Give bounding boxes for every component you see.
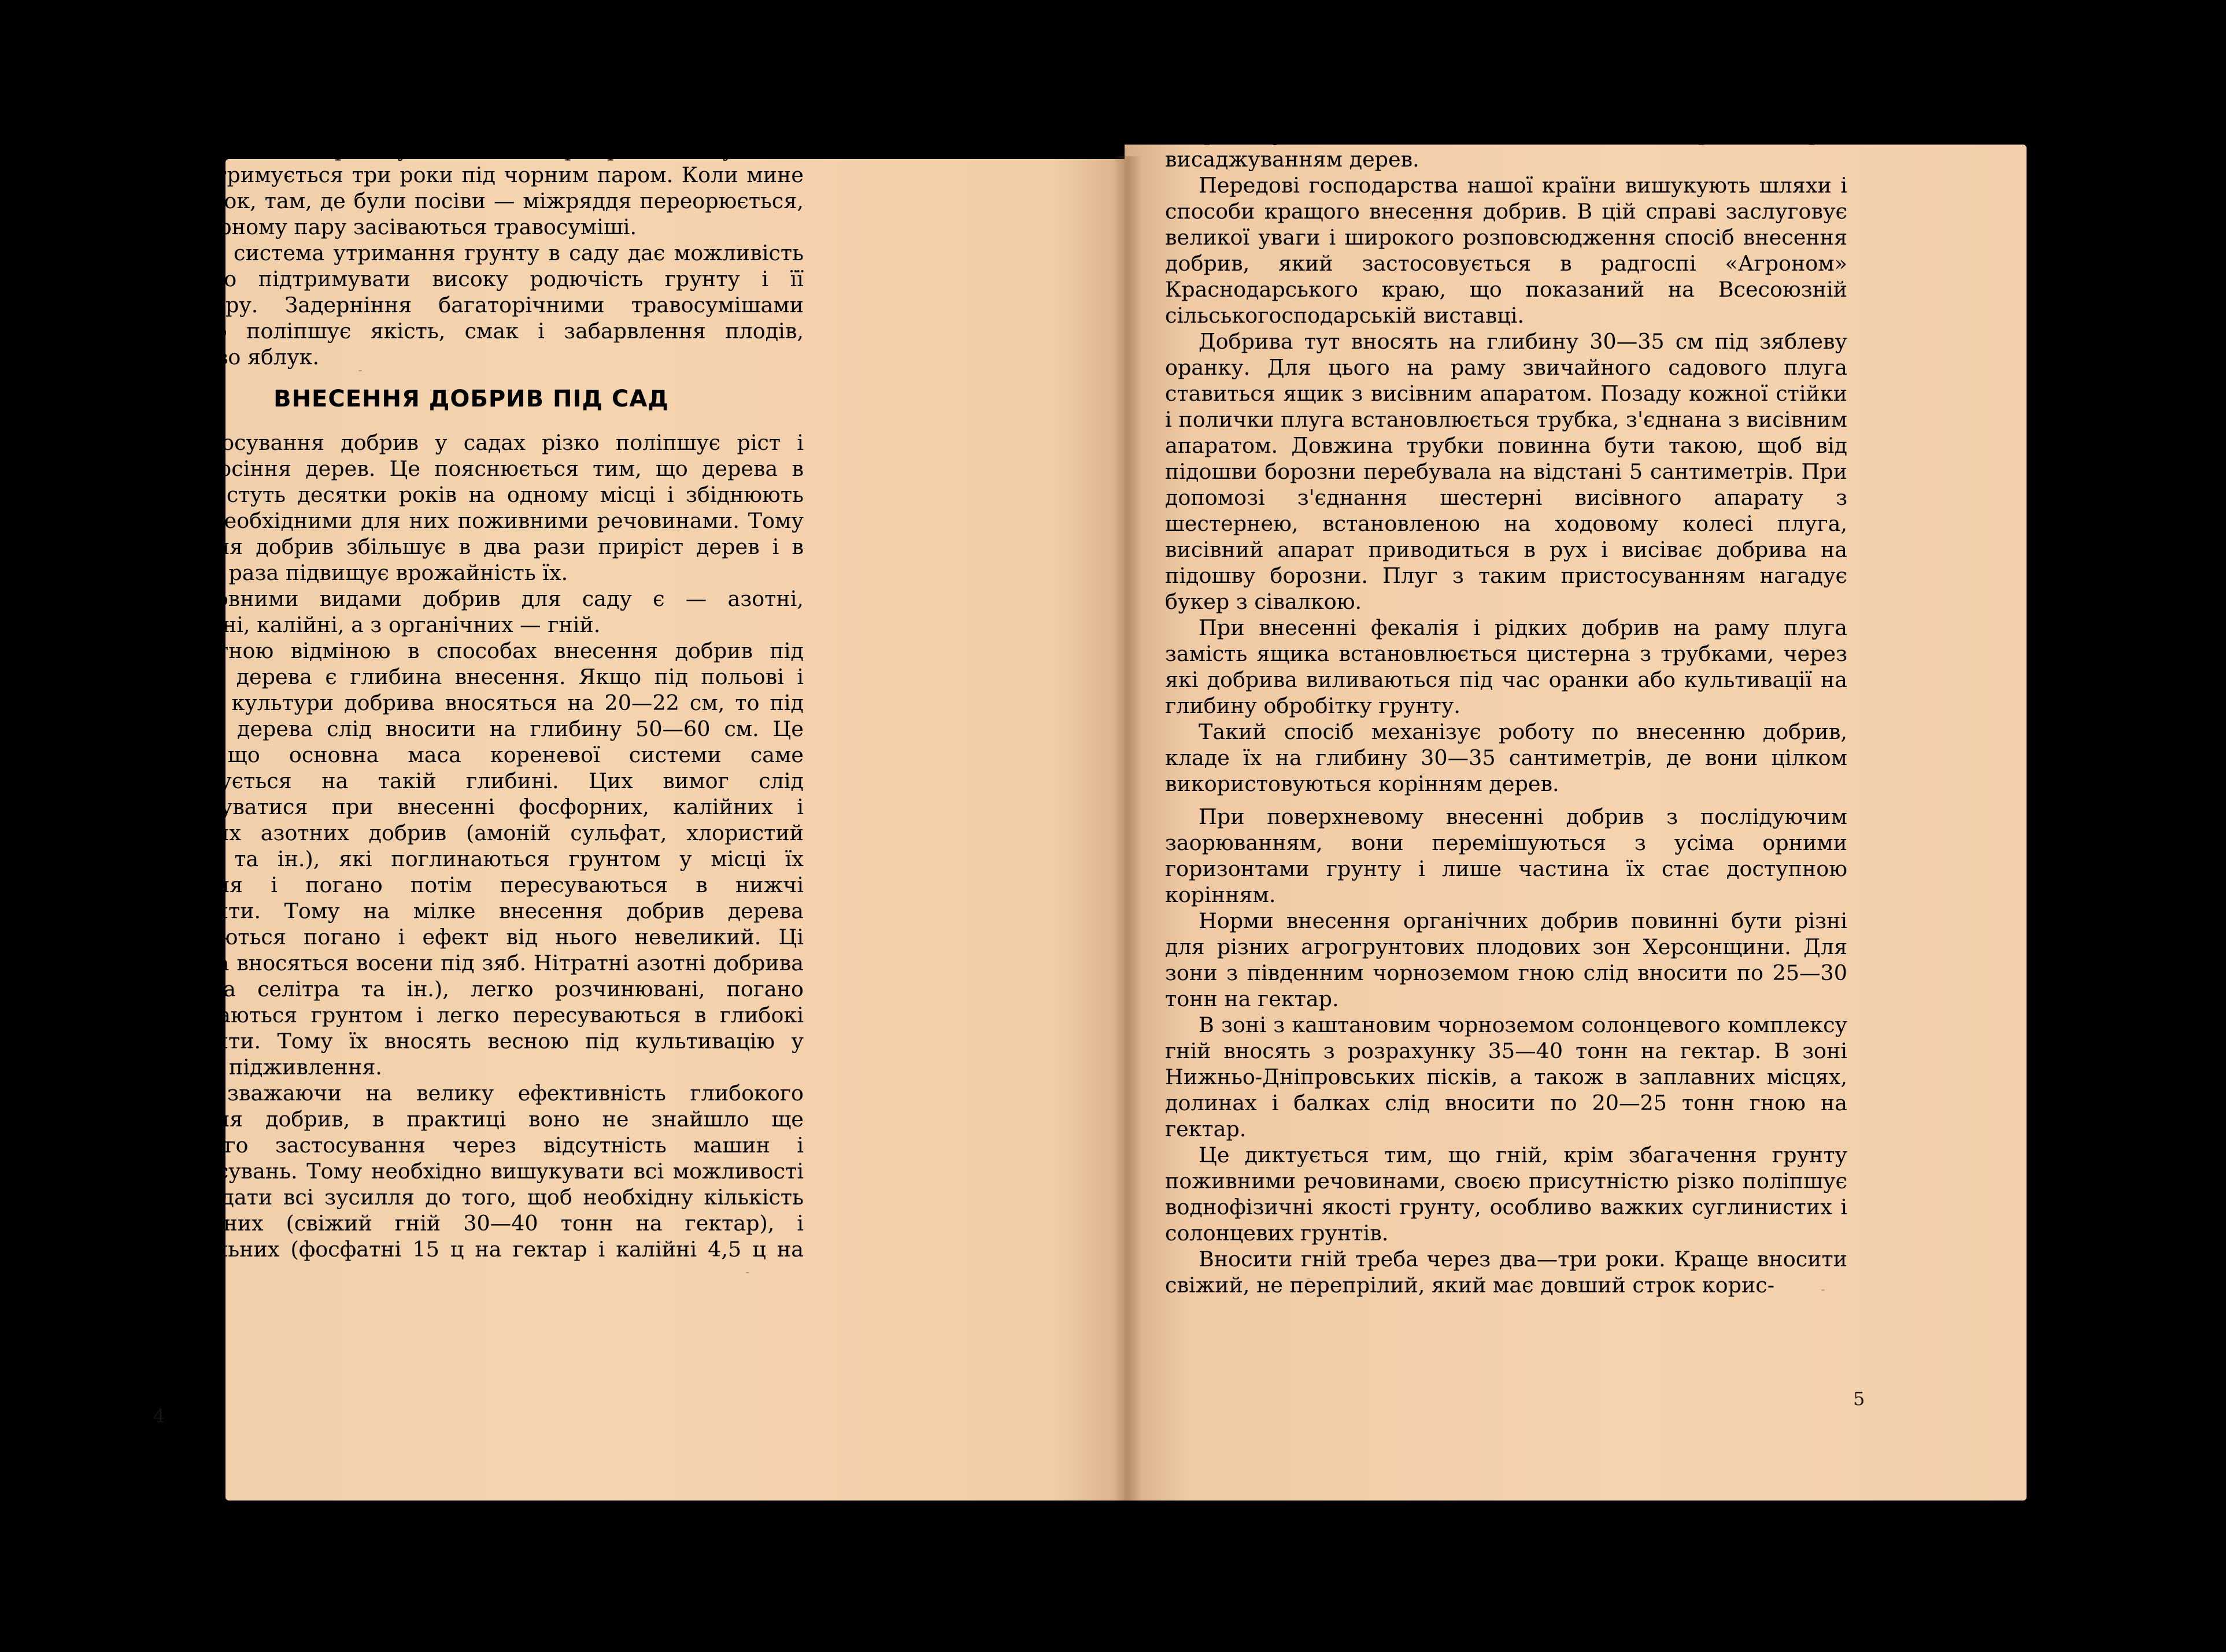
right-page-number: 5 — [1853, 1388, 1865, 1410]
right-page-text — [1165, 120, 1847, 1298]
left-page-number: 4 — [153, 1405, 165, 1427]
right-paragraph-6: При поверхневому внесенні добрив з послідуючим заорюванням, вони перемішуються з усіма орними горизонтами грунту і лише частина їх стає доступною корінням. — [1165, 804, 1847, 907]
paper-speck — [1307, 1278, 1310, 1279]
right-paragraph-1: добрив було внесено під час плантажної оранки перед висаджуванням дерев. — [1165, 121, 1847, 172]
paper-speck — [1434, 220, 1437, 221]
right-paragraph-3: Добрива тут вносять на глибину 30—35 см під зяблеву оранку. Для цього на раму звичайного садового плуга ставиться ящик з висівним апаратом. Позаду кожної стійки і полички плуга встановлюється трубка, з'єднана з висівним апаратом. Довжина трубки повинна бути такою, щоб від підошви борозни перебувала на відстані 5 сантиметрів. При допомозі з'єднання шестерні висівного апарату з шестернею, встановленою на ходовому колесі плуга, висівний апарат приводиться в рух і висіває добрива на підошву борозни. Плуг з таким пристосуванням нагадує букер з сівалкою. — [1165, 329, 1847, 614]
paper-speck — [1821, 1289, 1825, 1291]
left-paragraph-1: дя засівається травосумішами на три роки, а суміжне йому утримується три роки під чорним паром. Коли мине цей строк, там, де були посіви — міжряддя переорюється, а по чорному пару засіваються травосуміші. — [139, 136, 804, 239]
right-paragraph-8: В зоні з каштановим чорноземом солонцевого комплексу гній вносять з розрахунку 35—40 тонн на гектар. В зоні Нижньо-Дніпровських пісків, а також в заплавних місцях, долинах і балках слід вносити по 20—25 тонн гною на гектар. — [1165, 1012, 1847, 1141]
paper-speck — [746, 1272, 749, 1273]
right-paragraph-7: Норми внесення органічних добрив повинні бути різні для різних агрогрунтових плодових зон Херсонщини. Для зони з південним чорноземом гною слід вносити по 25—30 тонн на гектар. — [1165, 908, 1847, 1011]
left-paragraph-6: Не зважаючи на велику ефективність глибокого внесення добрив, в практиці воно не знайшло ще широкого застосування через відсутність машин і пристосувань. Тому необхідно вишукувати всі можливості і докладати всі зусилля до того, щоб необхідну кількість органічних (свіжий гній 30—40 тонн на гектар), і мінеральних (фосфатні 15 ц на гектар і калійні 4,5 ц на гектар) — [139, 1081, 804, 1288]
paper-speck — [358, 370, 362, 371]
left-paragraph-4: Основними видами добрив для саду є — азотні, фосфорні, калійні, а з органічних — гній. — [139, 586, 804, 637]
right-paragraph-4: При внесенні фекалія і рідких добрив на раму плуга замість ящика встановлюється цистерна з трубками, через які добрива виливаються під час оранки або культивації на глибину обробітку грунту. — [1165, 615, 1847, 718]
right-paragraph-10: Вносити гній треба через два—три роки. Краще вносити свіжий, не перепрілий, який має довший строк корис- — [1165, 1247, 1847, 1298]
section-heading: ВНЕСЕННЯ ДОБРИВ ПІД САД — [273, 386, 669, 412]
left-paragraph-5: Істотною відміною в способах внесення добрив під плодові дерева є глибина внесення. Якщо під польові і овочеві культури добрива вносяться на 20—22 см, то під плодові дерева слід вносити на глибину 50—60 см. Це тому, що основна маса кореневої системи саме розміщується на такій глибині. Цих вимог слід дотримуватися при внесенні фосфорних, калійних і аміачних азотних добрив (амоній сульфат, хлористий амоній та ін.), які поглинаються грунтом у місці їх внесення і погано потім пересуваються в нижчі горизонти. Тому на мілке внесення добрив дерева відгукуються погано і ефект від нього невеликий. Ці добрива вносяться восени під зяб. Нітратні азотні добрива (аміачна селітра та ін.), легко розчинювані, погано поглинаються грунтом і легко пересуваються в глибокі горизонти. Тому їх вносять весною під культивацію у вигляді підживлення. — [139, 638, 804, 1080]
left-page-text — [139, 136, 804, 1288]
right-paragraph-2: Передові господарства нашої країни вишукують шляхи і способи кращого внесення добрив. В цій справі заслуговує великої уваги і широкого розповсюдження спосіб внесення добрив, який застосовується в радгоспі «Агроном» Краснодарського краю, що показаний на Всесоюзній сільськогосподарській виставці. — [1165, 173, 1847, 328]
book-gutter — [1113, 156, 1142, 1501]
right-paragraph-9: Це диктується тим, що гній, крім збагачення грунту поживними речовинами, своєю присутністю різко поліпшує воднофізичні якості грунту, особливо важких суглинистих і солонцевих грунтів. — [1165, 1143, 1847, 1246]
left-paragraph-2: Така система утримання грунту в саду дає можливість постійно підтримувати високу родючість грунту і її структуру. Задерніння багаторічними травосумішами помітно поліпшує якість, смак і забарвлення плодів, особливо яблук. — [139, 241, 804, 369]
paper-speck — [607, 937, 611, 938]
right-paragraph-5: Такий спосіб механізує роботу по внесенню добрив, кладе їх на глибину 30—35 сантиметрів, де вони цілком використовуються корінням дерев. — [1165, 719, 1847, 796]
left-paragraph-3: Застосування добрив у садах різко поліпшує ріст і плодоносіння дерев. Це пояснюється тим, що дерева в саду ростуть десятки років на одному місці і збіднюють грунт необхідними для них поживними речовинами. Тому внесення добрив збільшує в два рази приріст дерев і в півтора раза підвищує врожайність їх. — [139, 430, 804, 585]
